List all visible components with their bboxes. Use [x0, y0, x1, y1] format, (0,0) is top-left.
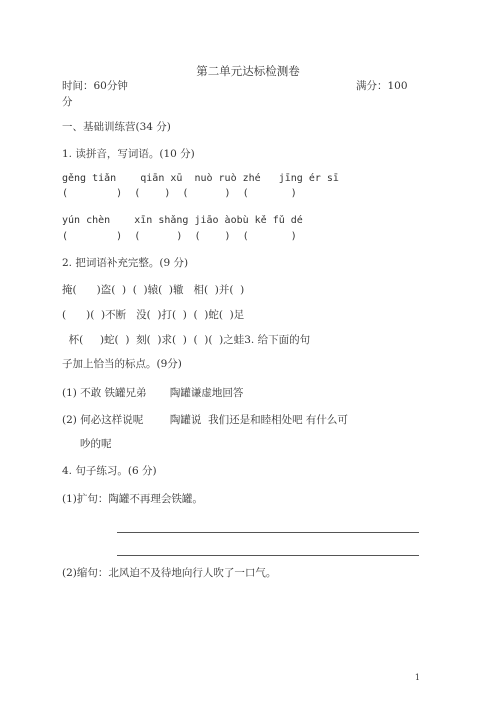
answer-line-2: [117, 555, 419, 556]
blanks-row-1: ( ) ( ) ( ) ( ): [62, 188, 297, 199]
answer-line-1: [117, 532, 419, 533]
score-unit: 分: [62, 96, 73, 108]
question-2-heading: 2. 把词语补充完整。(9 分): [62, 257, 189, 269]
section-heading: 一、基础训练营(34 分): [62, 121, 171, 133]
expand-sentence-prompt: (1)扩句：陶罐不再理会铁罐。: [62, 493, 203, 505]
page-number: 1: [414, 673, 420, 682]
idiom-row-1: 掩( )盗( ) ( )辕( )辙 相( )并( ): [62, 284, 245, 296]
shorten-sentence-prompt: (2)缩句：北风迫不及待地向行人吹了一口气。: [62, 567, 277, 579]
exam-title: 第二单元达标检测卷: [196, 64, 300, 78]
idiom-row-3: 杯( )蛇( ) 刻( )求( ) ( )( )之蛙3. 给下面的句: [62, 334, 311, 346]
question-1-heading: 1. 读拼音，写词语。(10 分): [62, 148, 195, 160]
time-label: 时间：60分钟: [62, 80, 128, 92]
idiom-row-2: ( )( )不断 没( )打( ) ( )蛇( )足: [62, 309, 245, 321]
score-label: 满分：100: [356, 80, 408, 92]
pinyin-row-1: gěng tiǎn qiān xū nuò ruò zhé jīng ér sī: [62, 173, 339, 184]
sentence-2: (2) 何必这样说呢 陶罐说 我们还是和睦相处吧 有什么可: [62, 414, 348, 426]
question-3-heading: 子加上恰当的标点。(9分): [62, 358, 182, 370]
sentence-1: (1) 不敢 铁罐兄弟 陶罐谦虚地回答: [62, 387, 244, 399]
sentence-2-continued: 吵的呢: [80, 438, 112, 450]
question-4-heading: 4. 句子练习。(6 分): [62, 465, 157, 477]
blanks-row-2: ( ) ( ) ( ) ( ): [62, 231, 297, 242]
pinyin-row-2: yún chèn xīn shǎng jiāo àobù kě fǔ dé: [62, 215, 303, 226]
